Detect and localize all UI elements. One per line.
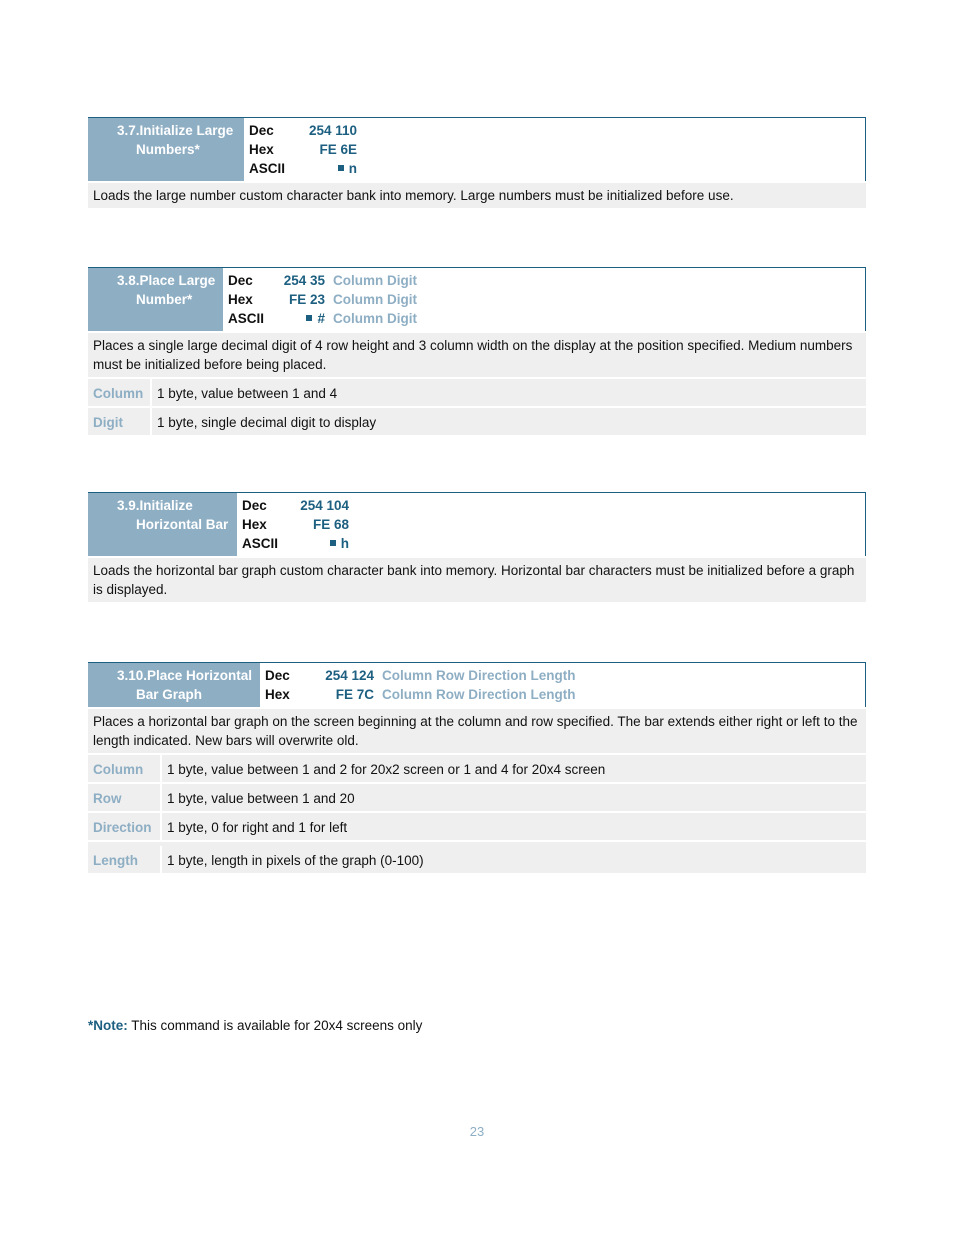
- dec-label: Dec: [249, 123, 274, 138]
- hex-label: Hex: [265, 687, 290, 702]
- page-number: 23: [469, 1124, 485, 1139]
- ascii-label: ASCII: [228, 311, 265, 326]
- dec-label: Dec: [265, 668, 290, 683]
- param-desc: 1 byte, value between 1 and 20: [167, 791, 355, 806]
- square-bullet-icon: [306, 315, 312, 321]
- dec-value: 254 124: [325, 668, 374, 683]
- command-codes: [223, 268, 417, 331]
- dec-label: Dec: [228, 273, 253, 288]
- param-row: [88, 755, 866, 782]
- dec-value: 254 104: [300, 498, 349, 513]
- command-section-place-large-number: [88, 267, 866, 435]
- command-title: 3.8.Place Large Number*: [88, 268, 223, 331]
- param-name: Length: [88, 846, 162, 873]
- command-codes: [237, 493, 349, 556]
- footnote-text: This command is available for 20x4 screens only: [127, 1018, 423, 1033]
- dec-value: 254 110: [308, 123, 357, 138]
- param-name: Digit: [88, 408, 152, 435]
- ascii-params: Column Digit: [333, 311, 417, 326]
- param-desc: 1 byte, single decimal digit to display: [157, 415, 377, 430]
- hex-value: FE 23: [288, 292, 325, 307]
- ascii-label: ASCII: [242, 536, 279, 551]
- ascii-value: n: [348, 161, 357, 176]
- hex-value: FE 7C: [335, 687, 374, 702]
- command-title: 3.10.Place Horizontal Bar Graph: [88, 663, 260, 707]
- command-codes: [244, 118, 357, 181]
- command-description: Places a single large decimal digit of 4 row height and 3 column width on the display at the position specified. Medium numbers must be initialized before being placed.: [88, 333, 866, 377]
- hex-value: FE 68: [312, 517, 349, 532]
- param-row: [88, 379, 866, 406]
- dec-params: Column Row Direction Length: [382, 668, 576, 683]
- hex-label: Hex: [228, 292, 253, 307]
- command-title: 3.7.Initialize Large Numbers*: [88, 118, 244, 181]
- param-row: [88, 813, 866, 840]
- param-name: Column: [88, 379, 152, 406]
- footnote: [88, 1016, 422, 1035]
- hex-params: Column Digit: [333, 292, 417, 307]
- footnote-label: *Note:: [88, 1018, 128, 1033]
- hex-params: Column Row Direction Length: [382, 687, 576, 702]
- command-description: Places a horizontal bar graph on the screen beginning at the column and row specified. The bar extends either right or left to the length indicated. New bars will overwrite old.: [88, 709, 866, 753]
- command-header: [88, 267, 866, 331]
- param-desc: 1 byte, value between 1 and 4: [157, 386, 338, 401]
- param-row: [88, 784, 866, 811]
- command-codes: [260, 663, 576, 707]
- command-header: [88, 117, 866, 181]
- dec-label: Dec: [242, 498, 267, 513]
- param-desc: 1 byte, length in pixels of the graph (0-100): [167, 853, 424, 868]
- square-bullet-icon: [338, 165, 344, 171]
- command-title: 3.9.Initialize Horizontal Bar: [88, 493, 237, 556]
- ascii-label: ASCII: [249, 161, 286, 176]
- dec-params: Column Digit: [333, 273, 417, 288]
- dec-value: 254 35: [283, 273, 325, 288]
- command-section-initialize-large-numbers: [88, 117, 866, 208]
- param-desc: 1 byte, value between 1 and 2 for 20x2 screen or 1 and 4 for 20x4 screen: [167, 762, 606, 777]
- command-header: [88, 492, 866, 556]
- param-row: [88, 408, 866, 435]
- command-header: [88, 662, 866, 707]
- hex-label: Hex: [249, 142, 274, 157]
- command-section-initialize-horizontal-bar: [88, 492, 866, 602]
- ascii-value: #: [317, 311, 325, 326]
- square-bullet-icon: [330, 540, 336, 546]
- param-desc: 1 byte, 0 for right and 1 for left: [167, 820, 348, 835]
- param-name: Row: [88, 784, 162, 811]
- param-row: [88, 842, 866, 873]
- command-section-place-horizontal-bar-graph: [88, 662, 866, 873]
- hex-value: FE 6E: [319, 142, 357, 157]
- param-name: Direction: [88, 813, 162, 840]
- param-name: Column: [88, 755, 162, 782]
- command-description: Loads the horizontal bar graph custom character bank into memory. Horizontal bar characters must be initialized before a graph is displayed.: [88, 558, 866, 602]
- hex-label: Hex: [242, 517, 267, 532]
- ascii-value: h: [340, 536, 349, 551]
- command-description: Loads the large number custom character bank into memory. Large numbers must be initialized before use.: [88, 183, 866, 208]
